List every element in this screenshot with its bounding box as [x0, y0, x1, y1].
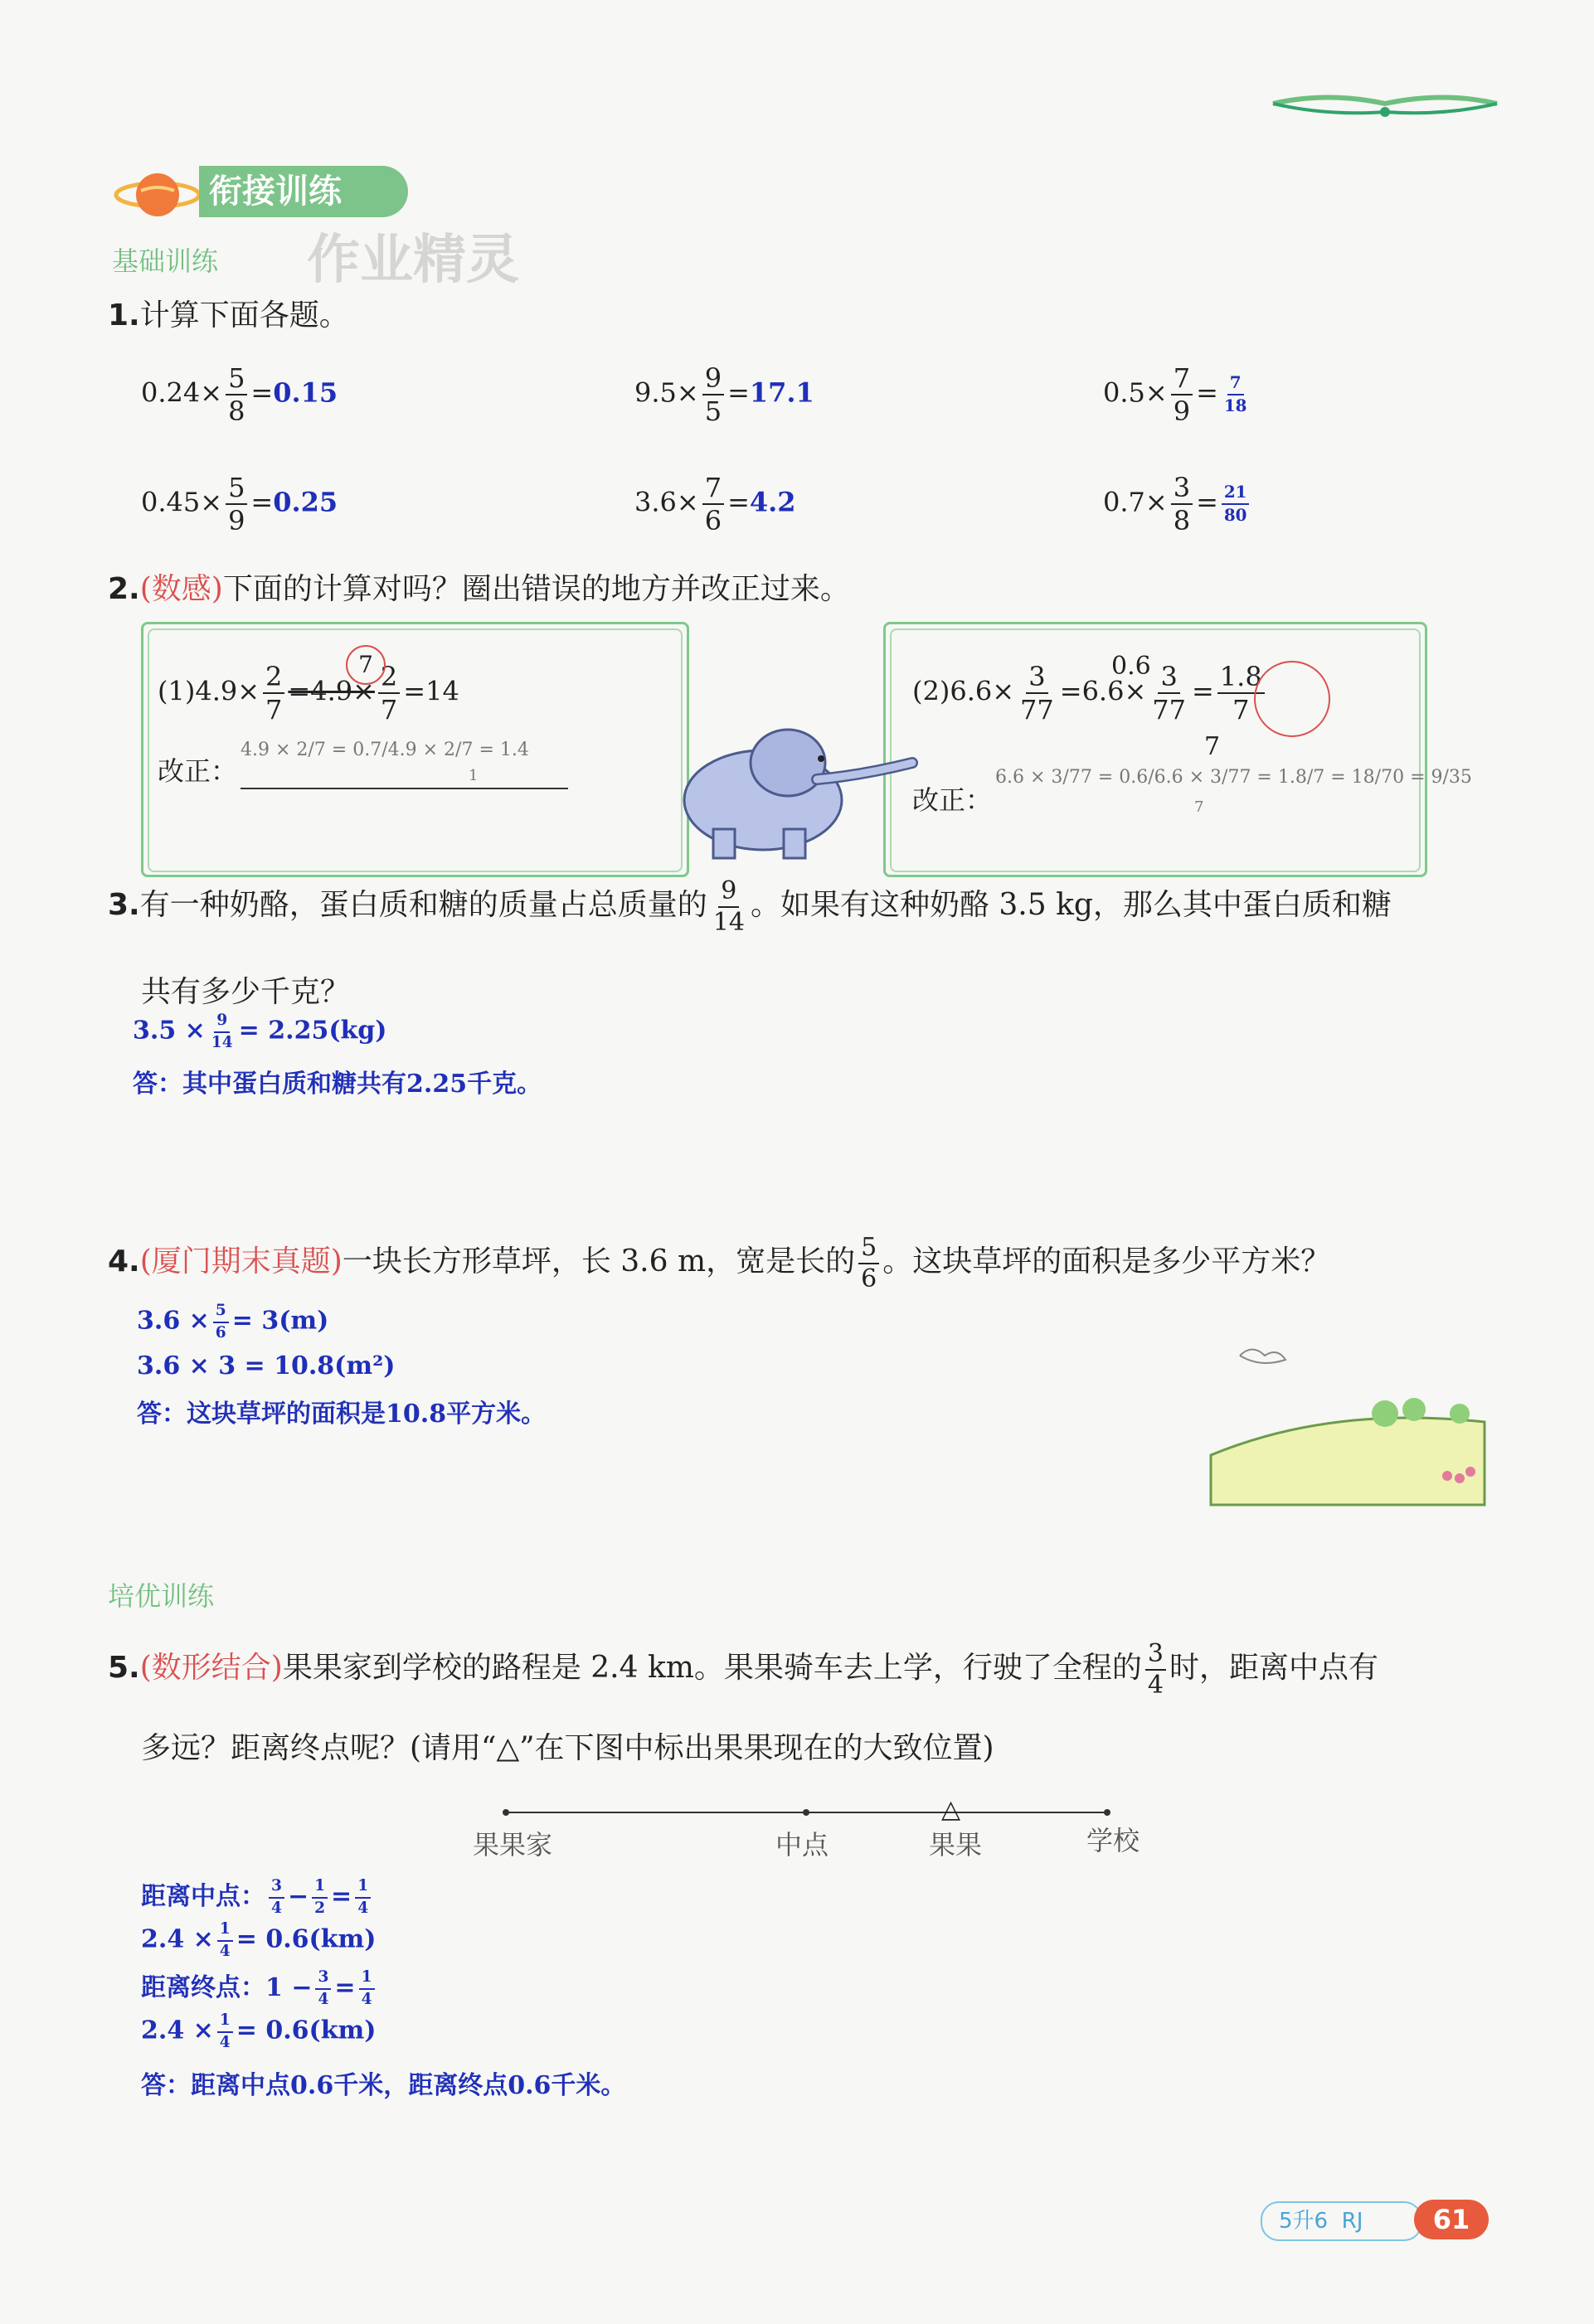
section-header — [112, 166, 203, 227]
question-4: 4.(厦门期末真题)一块长方形草坪，长 3.6 m，宽是长的 $\frac{5}{6}$ 。这块草坪的面积是多少平方米？ — [108, 1233, 1331, 1293]
q2-p2-expression: (2)6.6× $\frac{3}{77}$ =6.6× $\frac{3}{77}$ = $\frac{1.8}{7}$ — [912, 663, 1268, 723]
footer-grade-tag: 5升6 RJ — [1261, 2201, 1422, 2241]
q2-p1-circled-error: 7 — [346, 645, 386, 685]
subsection-basic: 基础训练 — [112, 245, 219, 277]
elephant-illustration — [663, 713, 921, 862]
watermark: 作业精灵 — [307, 230, 519, 291]
q1-item-6: 0.7× $\frac{3}{8}$ = $\frac{21}{80}$ — [1103, 474, 1252, 534]
q5-answer-4: 2.4 × $\frac{1}{4}$ = 0.6(km) — [141, 2011, 377, 2051]
q4-answer-1: 3.6 × $\frac{5}{6}$ = 3(m) — [137, 1302, 329, 1342]
question-2: 2.(数感)下面的计算对吗？圈出错误的地方并改正过来。 — [108, 572, 850, 606]
q5-answer-2: 2.4 × $\frac{1}{4}$ = 0.6(km) — [141, 1920, 377, 1960]
label-school: 学校 — [1086, 1825, 1140, 1856]
book-decoration-icon — [1269, 83, 1501, 124]
q5-answer-3: 距离终点：1 − $\frac{3}{4}$ = $\frac{1}{4}$ — [141, 1967, 378, 2008]
q2-p2-fix: 6.6 × 3/77 = 0.6/6.6 × 3/77 = 1.8/7 = 18/70 = 9/35 — [995, 767, 1472, 788]
q2-p1-fix-label: 改正： — [158, 755, 238, 787]
q4-answer-3: 答：这块草坪的面积是10.8平方米。 — [137, 1400, 547, 1429]
question-1: 1.计算下面各题。 — [108, 298, 349, 332]
q2-p2-fix-label: 改正： — [912, 784, 993, 816]
q5-answer-1: 距离中点： $\frac{3}{4}$ − $\frac{1}{2}$ = $\frac{1}{4}$ — [141, 1875, 374, 1917]
question-5: 5.(数形结合)果果家到学校的路程是 2.4 km。果果骑车去上学，行驶了全程的 $\frac{3}{4}$ 时，距离中点有 — [108, 1639, 1379, 1700]
position-marker: △ — [941, 1795, 961, 1824]
q2-p1-fix: 4.9 × 2/7 = 0.7/4.9 × 2/7 = 1.4 — [241, 740, 529, 760]
q1-item-4: 0.45× $\frac{5}{9}$ =0.25 — [141, 472, 338, 536]
question-3-cont: 共有多少千克？ — [141, 975, 351, 1009]
q2-p2-circled-error — [1254, 661, 1330, 737]
q3-answer-calc: 3.5 × $\frac{9}{14}$ = 2.25(kg) — [133, 1012, 387, 1051]
label-home: 果果家 — [473, 1829, 553, 1861]
q3-answer-text: 答：其中蛋白质和糖共有2.25千克。 — [133, 1070, 542, 1099]
q1-item-5: 3.6× $\frac{7}{6}$ =4.2 — [634, 472, 796, 536]
q4-answer-2: 3.6 × 3 = 10.8(m²) — [137, 1351, 396, 1380]
q1-item-1: 0.24× $\frac{5}{8}$ =0.15 — [141, 362, 338, 427]
lawn-illustration — [1207, 1331, 1489, 1509]
question-5-cont: 多远？距离终点呢？(请用“△”在下图中标出果果现在的大致位置) — [141, 1731, 994, 1765]
label-guoguo: 果果 — [929, 1829, 983, 1861]
q2-p1-expression: (1)4.9× $\frac{2}{7}$ =4.9× $\frac{2}{7}$ =14 — [158, 661, 459, 725]
question-3: 3.有一种奶酪，蛋白质和糖的质量占总质量的 $\frac{9}{14}$ 。如果有这种奶酪 3.5 kg，那么其中蛋白质和糖 — [108, 876, 1392, 937]
section-title: 衔接训练 — [199, 166, 408, 217]
q5-answer-final: 答：距离中点0.6千米，距离终点0.6千米。 — [141, 2071, 626, 2100]
q1-item-2: 9.5× $\frac{9}{5}$ =17.1 — [634, 362, 814, 427]
label-midpoint: 中点 — [775, 1829, 829, 1861]
planet-icon — [112, 166, 203, 224]
subsection-advanced: 培优训练 — [108, 1580, 215, 1612]
page-number: 61 — [1414, 2200, 1489, 2239]
q1-item-3: 0.5× $\frac{7}{9}$ = $\frac{7}{18}$ — [1103, 362, 1247, 427]
